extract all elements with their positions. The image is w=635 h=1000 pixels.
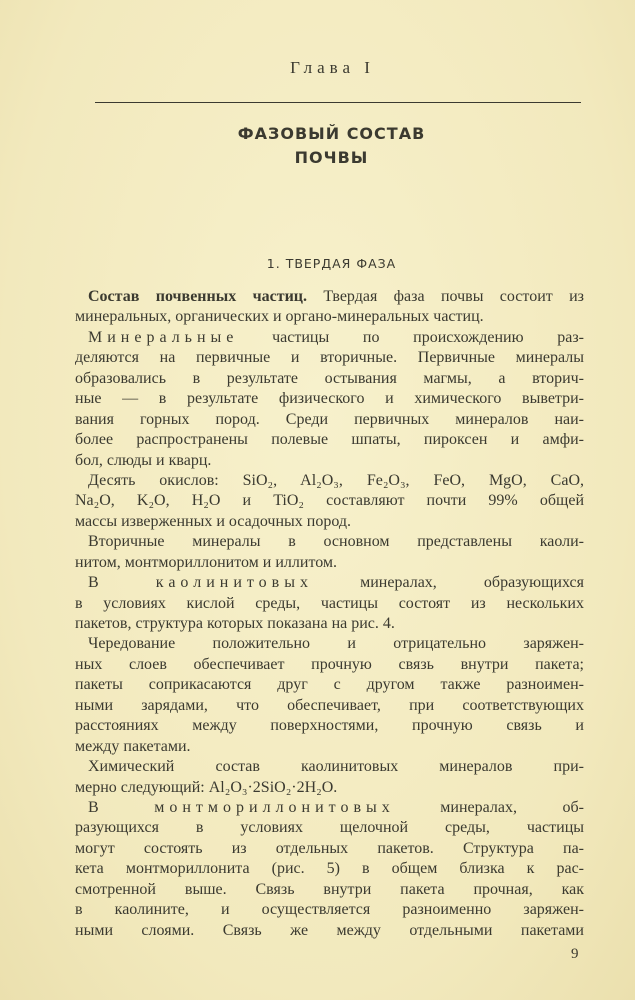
line-text: могут состоять из отдельных пакетов. Структура па- (75, 839, 584, 857)
line-text: вания горных пород. Среди первичных минералов наи- (75, 410, 584, 428)
spaced-term: Минеральные (88, 328, 239, 346)
text-line (75, 716, 584, 736)
text-line (75, 675, 584, 695)
line-text: в условиях кислой среды, частицы состоят из нескольких (75, 594, 584, 612)
text-line (75, 900, 584, 920)
line-text: минералах, об- (394, 798, 584, 816)
text-line (75, 778, 584, 798)
line-text: нитом, монтмориллонитом и иллитом. (75, 553, 338, 571)
header-rule (95, 102, 581, 103)
line-text: минералах, образующихся (312, 574, 584, 592)
text-line (75, 287, 584, 307)
text-line (75, 594, 584, 614)
line-text: пакеты соприкасаются друг с другом также разноимен- (75, 676, 584, 694)
text-line (75, 696, 584, 716)
text-line (75, 512, 584, 532)
line-text: минеральных, органических и органо-минеральных частиц. (75, 308, 484, 326)
line-text: пакетов, структура которых показана на рис. 4. (75, 615, 395, 632)
line-text: разующихся в условиях щелочной среды, частицы (75, 819, 584, 837)
page-number: 9 (571, 946, 579, 962)
line-text: Чередование положительно и отрицательно заряжен- (88, 635, 584, 653)
text-line (75, 839, 584, 859)
text-line (75, 880, 584, 900)
line-text: массы изверженных и осадочных пород. (75, 512, 352, 530)
spaced-term: В каолинитовых (88, 574, 313, 592)
text-line (75, 655, 584, 675)
line-text: расстояниях между поверхностями, прочную связь и (75, 717, 584, 735)
line-text: кета монтмориллонита (рис. 5) в общем близка к рас- (75, 860, 584, 878)
text-line (75, 491, 584, 511)
text-line (75, 328, 584, 348)
text-line (75, 573, 584, 593)
chapter-title-line-1: ФАЗОВЫЙ СОСТАВ (237, 124, 426, 143)
line-text: более распространены полевые шпаты, пироксен и амфи- (75, 431, 584, 449)
line-text: смотренной выше. Связь внутри пакета прочная, как (75, 880, 584, 898)
text-line (75, 430, 584, 450)
spaced-term: В монтмориллонитовых (88, 798, 395, 816)
line-text: Десять окислов: SiO₂, Al₂O₃, Fe₂O₃, FeO, MgO, CaO, (88, 471, 584, 489)
line-text: образовались в результате остывания магмы, а вторич- (75, 369, 584, 387)
line-text: мерно следующий: Al₂O₃·2SiO₂·2H₂O. (75, 778, 338, 796)
text-line (75, 348, 584, 368)
text-line (75, 737, 584, 757)
line-text: бол, слюды и кварц. (75, 451, 212, 469)
line-text: ных слоев обеспечивает прочную связь внутри пакета; (75, 655, 584, 673)
line-text: ными слоями. Связь же между отдельными пакетами (75, 921, 584, 939)
text-line (75, 553, 584, 573)
line-text: Твердая фаза почвы состоит из (307, 288, 584, 305)
line-text: деляются на первичные и вторичные. Первичные минералы (75, 349, 584, 367)
line-text: частицы по происхождению раз- (238, 328, 584, 346)
text-line (75, 451, 584, 471)
text-line (75, 757, 584, 777)
line-text: Вторичные минералы в основном представлены каоли- (88, 533, 584, 551)
text-line (75, 410, 584, 430)
text-line (75, 369, 584, 389)
bold-lead: Состав почвенных частиц. (88, 288, 308, 305)
line-text: Химический состав каолинитовых минералов при- (88, 758, 584, 776)
chapter-title-line-2: ПОЧВЫ (294, 148, 369, 167)
text-line (75, 532, 584, 552)
section-heading: 1. ТВЕРДАЯ ФАЗА (266, 256, 397, 271)
text-line (75, 471, 584, 491)
line-text: Na₂O, K₂O, H₂O и TiO₂ составляют почти 99% общей (75, 492, 584, 510)
line-text: между пакетами. (75, 737, 191, 755)
text-line (75, 818, 584, 838)
line-text: ными зарядами, что обеспечивает, при соответствующих (75, 696, 584, 714)
text-line (75, 921, 584, 941)
chapter-heading: Глава I (290, 58, 375, 77)
line-text: ные — в результате физического и химического выветри- (75, 390, 584, 408)
text-line (75, 389, 584, 409)
body-text (75, 287, 584, 941)
text-line (75, 798, 584, 818)
line-text: в каолините, и осуществляется разноименно заряжен- (75, 901, 584, 919)
text-line (75, 859, 584, 879)
text-line (75, 614, 584, 634)
text-line (75, 307, 584, 327)
text-line (75, 634, 584, 654)
